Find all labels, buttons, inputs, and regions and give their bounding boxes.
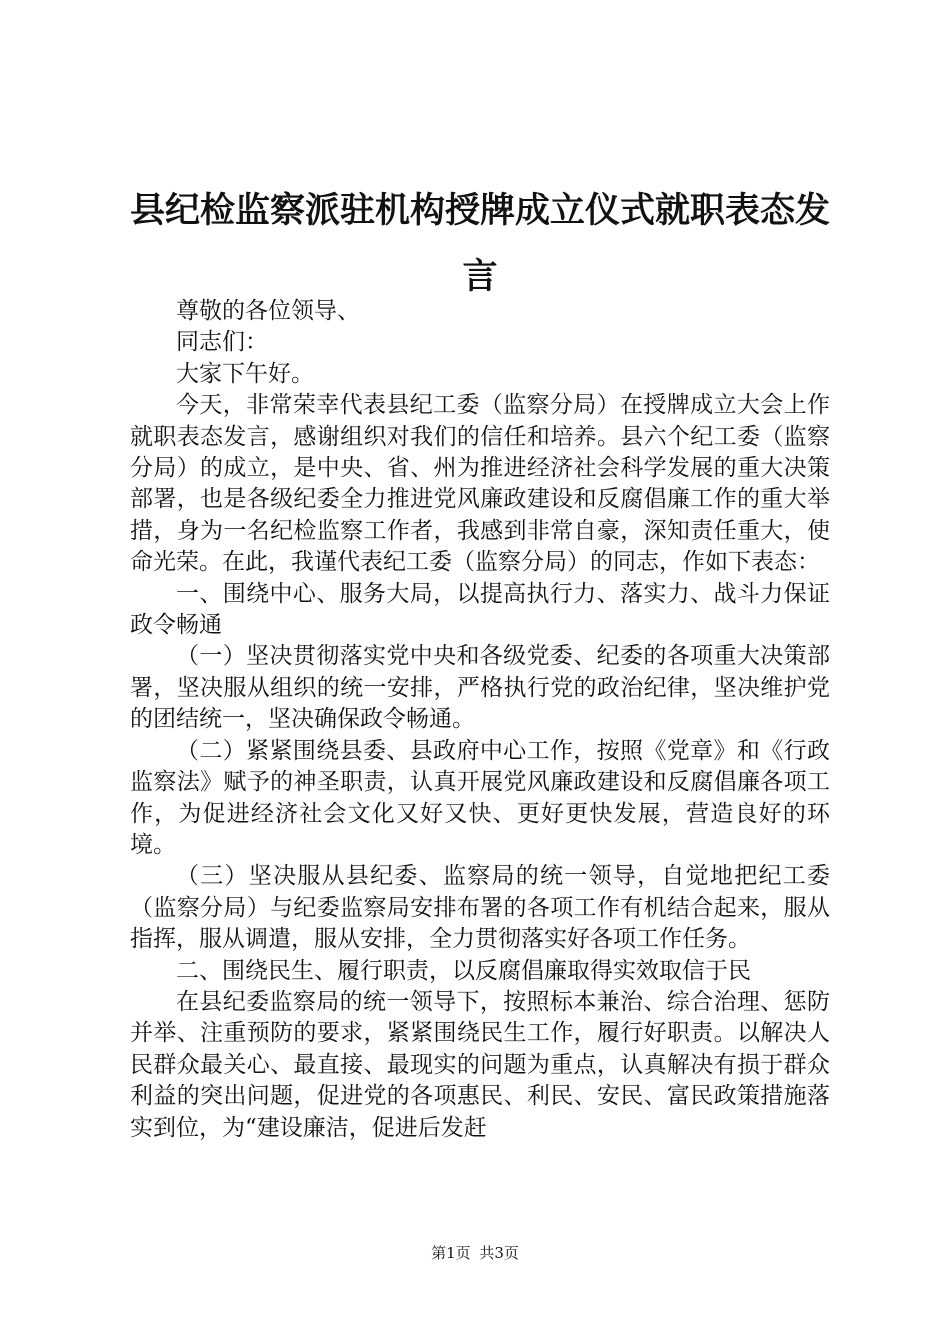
greeting-line: 大家下午好。 xyxy=(176,360,314,387)
document-title: 县纪检监察派驻机构授牌成立仪式就职表态发言 xyxy=(129,190,830,297)
subsection-2: （二）紧紧围绕县委、县政府中心工作，按照《党章》和《行政监察法》赋予的神圣职责，认真开展党风廉政建设和反腐倡廉各项工作，为促进经济社会文化又好又快、更好更快发展，营造良好的环境。 xyxy=(130,737,830,858)
salutation-line-2: 同志们： xyxy=(176,329,268,356)
page-total: 共3页 xyxy=(479,1244,519,1262)
document-body xyxy=(130,296,830,1144)
subsection-3: （三）坚决服从县纪委、监察局的统一领导，自觉地把纪工委（监察分局）与纪委监察局安排布署的各项工作有机结合起来，服从指挥，服从调遣，服从安排，全力贯彻落实好各项工作任务。 xyxy=(130,863,830,953)
section-2-paragraph: 在县纪委监察局的统一领导下，按照标本兼治、综合治理、惩防并举、注重预防的要求，紧紧围绕民生工作，履行好职责。以解决人民群众最关心、最直接、最现实的问题为重点，认真解决有损于群众利益的突出问题，促进党的各项惠民、利民、安民、富民政策措施落实到位，为“建设廉洁，促进后发赶 xyxy=(130,988,830,1141)
page-number: 第1页 xyxy=(431,1244,471,1262)
page-footer xyxy=(0,1242,950,1263)
intro-paragraph: 今天，非常荣幸代表县纪工委（监察分局）在授牌成立大会上作就职表态发言，感谢组织对我们的信任和培养。县六个纪工委（监察分局）的成立，是中央、省、州为推进经济社会科学发展的重大决策部署，也是各级纪委全力推进党风廉政建设和反腐倡廉工作的重大举措，身为一名纪检监察工作者，我感到非常自豪，深知责任重大，使命光荣。在此，我谨代表纪工委（监察分局）的同志，作如下表态： xyxy=(130,392,830,576)
section-heading-1: 一、围绕中心、服务大局，以提高执行力、落实力、战斗力保证政令畅通 xyxy=(130,580,830,639)
salutation-line-1: 尊敬的各位领导、 xyxy=(176,298,360,324)
section-heading-2: 二、围绕民生、履行职责，以反腐倡廉取得实效取信于民 xyxy=(176,957,751,984)
subsection-1: （一）坚决贯彻落实党中央和各级党委、纪委的各项重大决策部署，坚决服从组织的统一安排，严格执行党的政治纪律，坚决维护党的团结统一，坚决确保政令畅通。 xyxy=(130,643,830,733)
